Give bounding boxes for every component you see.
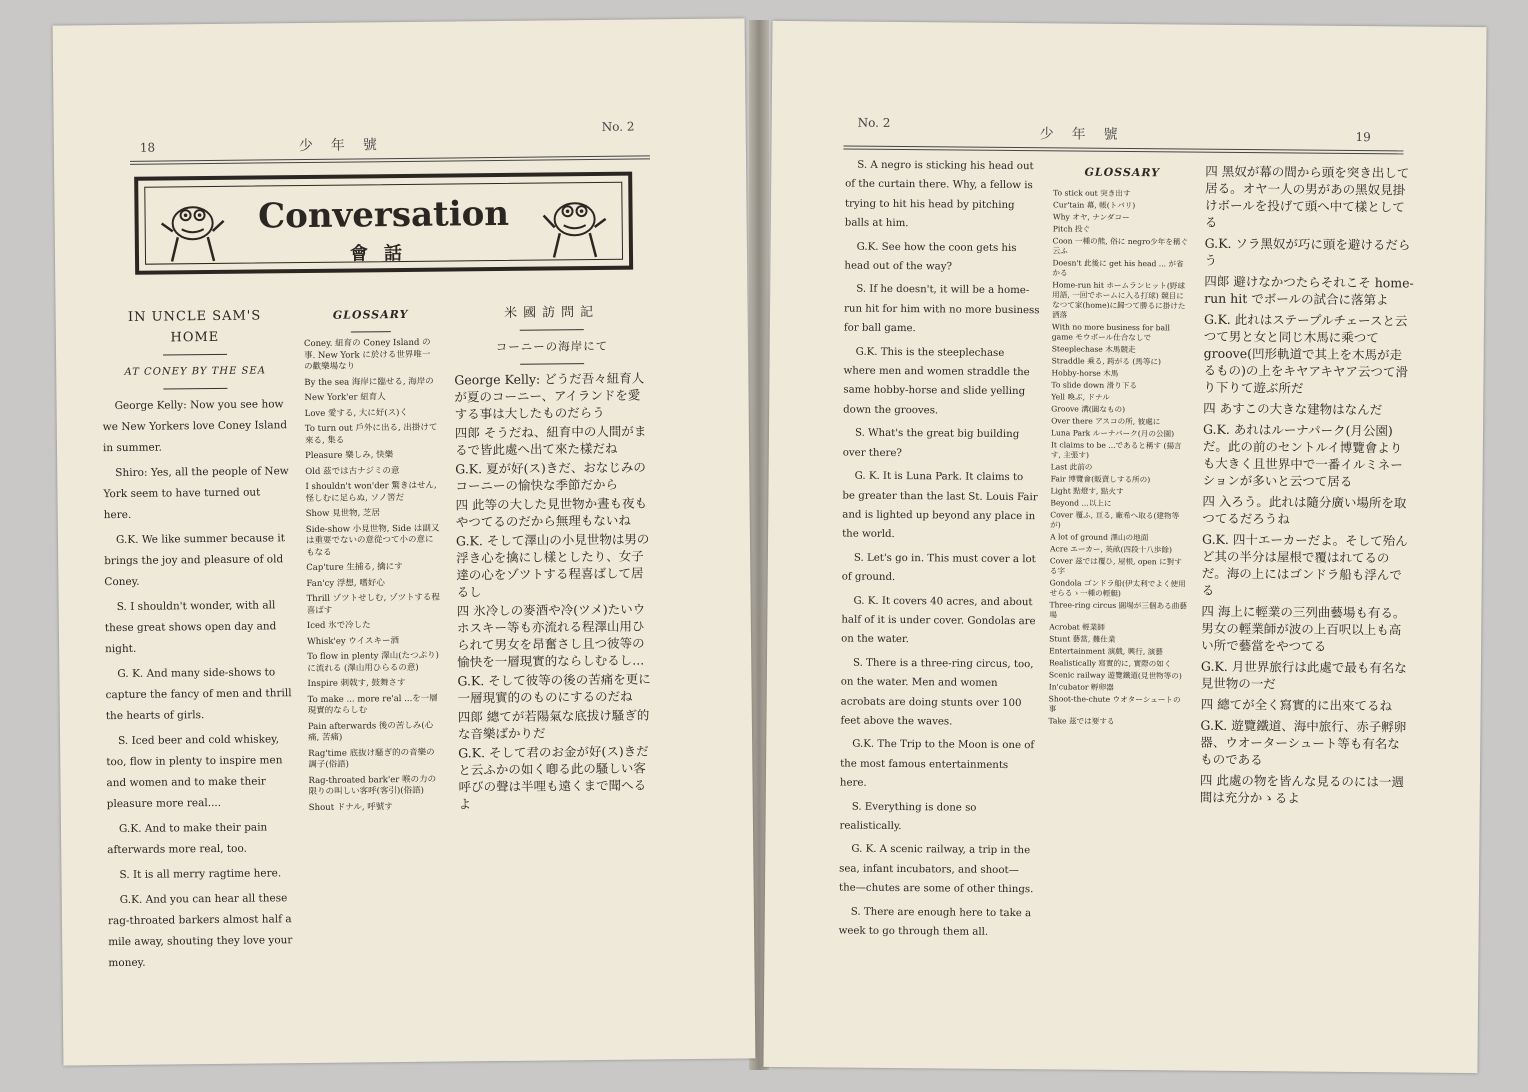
japanese-dialogue xyxy=(454,369,655,812)
dialogue-line: G.K. See how the coon gets his head out of the way? xyxy=(844,241,1017,273)
glossary-entry: Fan'cy 浮想, 嗜好心 xyxy=(306,577,385,589)
glossary-entry: Cover 茲では覆ひ, 屋根, open に對する字 xyxy=(1049,556,1182,576)
glossary-entry: In'cubator 孵卵器 xyxy=(1048,682,1114,692)
glossary-entry: Groove 溝(圓なもの) xyxy=(1051,404,1126,414)
english-column xyxy=(839,156,1042,947)
glossary-list xyxy=(304,338,443,814)
glossary-entry: Luna Park ルーナパーク(月の公園) xyxy=(1050,428,1175,439)
glossary-entry: Stunt 藝當, 難仕業 xyxy=(1049,634,1116,644)
glossary-entry: Straddle 乘る, 跨がる (馬等に) xyxy=(1051,356,1162,367)
glossary-entry: Thrill ゾツトせしむ, ゾツトする程喜ばす xyxy=(306,592,440,616)
page-number: 19 xyxy=(1355,129,1371,145)
heading-rule xyxy=(351,331,391,332)
dialogue-line: 四 黑奴が幕の間から頭を突き出して居る。オヤ一人の男があの黑奴見掛けボールを投げて頭へ中て樣としてる xyxy=(1204,163,1410,230)
glossary-entry: Inspire 刺戟す, 鼓舞さす xyxy=(307,677,406,690)
dialogue-line: S. It is all merry ragtime here. xyxy=(119,867,282,881)
english-subheading: AT CONEY BY THE SEA xyxy=(124,365,266,378)
glossary-entry: Light 點燈す, 點火す xyxy=(1050,486,1124,496)
japanese-subheading: コーニーの海岸にて xyxy=(495,338,609,355)
glossary-entry: Love 愛する, 大に好(ス)く xyxy=(304,407,409,419)
dialogue-line: 四 海上に輕業の三列曲藝場も有る。男女の輕業師が波の上百呎以上も高い所で藝當をやつてる xyxy=(1201,603,1406,654)
glossary-entry: By the sea 海岸に臨せる, 海岸の xyxy=(304,376,434,388)
dialogue-line: S. A negro is sticking his head out of the curtain there. Why, a fellow is trying to hit his head by pitching balls at him. xyxy=(844,159,1034,230)
glossary-entry: Take 茲では要する xyxy=(1048,716,1115,726)
glossary-column xyxy=(304,304,443,818)
dialogue-line: 四郞 そうだね、紐育中の人間がまるで皆此處へ出て來た樣だね xyxy=(454,423,647,458)
issue-number: No. 2 xyxy=(601,119,635,134)
left-page xyxy=(53,18,756,1065)
glossary-entry: To flow in plenty 澤山(たつぷり)に流れる (澤山用ひらるの意) xyxy=(307,650,439,674)
glossary-entry: Rag'time 底抜け騷ぎ的の音樂の調子(俗語) xyxy=(308,747,435,771)
glossary-entry: Gondola ゴンドラ船(伊太利でよく使用せらるゝ一種の輕艇) xyxy=(1049,578,1186,598)
glossary-entry: Yell 喚ぶ, ドナル xyxy=(1051,392,1110,402)
heading-rule xyxy=(520,363,584,365)
glossary-column xyxy=(1048,161,1191,729)
dialogue-line: G.K. The Trip to the Moon is one of the most famous entertainments here. xyxy=(839,739,1035,789)
glossary-entry: Show 見世物, 芝居 xyxy=(305,508,381,520)
dialogue-line: G.K. 遊覽鐵道、海中旅行、赤子孵卵器、ウオーターシュート等も有名なものである xyxy=(1200,717,1407,768)
dialogue-line: S. Iced beer and cold whiskey, too, flow in plenty to inspire men and women and to make their pleasure more real.... xyxy=(106,733,283,811)
japanese-column xyxy=(454,301,655,814)
dialogue-line: 四 總てが全く寫實的に出來てるね xyxy=(1200,696,1393,714)
dialogue-line: G.K. And to make their pain afterwards more real, too. xyxy=(107,821,268,857)
dialogue-line: S. Let's go in. This must cover a lot of ground. xyxy=(841,552,1036,584)
glossary-heading: GLOSSARY xyxy=(332,307,409,322)
dialogue-line: S. What's the great big building over there? xyxy=(842,427,1020,459)
glossary-entry: To make ... more re'al ...を一層現實的ならしむ xyxy=(307,693,438,717)
page-number: 18 xyxy=(139,140,156,155)
glossary-entry: Cap'ture 生捕る, 擒にす xyxy=(306,562,403,574)
glossary-entry: To stick out 突き出す xyxy=(1053,188,1131,199)
glossary-entry: Side-show 小見世物, Side は副又は重要でないの意從つて小の意にもなる xyxy=(305,523,440,558)
glossary-entry: Coney. 紐育の Coney Island の事. New York に於ける世界唯一の歡樂場なり xyxy=(303,337,431,373)
glossary-entry: To slide down 滑り下る xyxy=(1051,380,1138,391)
glossary-entry: Rag-throated bark'er 喉の力の限りの叫しい客呼(客引)(俗語) xyxy=(308,774,437,798)
glossary-entry: Scenic railway 遊覽鐵道(見世物等の) xyxy=(1048,670,1182,681)
dialogue-line: G.K. This is the steeplechase where men and women straddle the same hobby-horse and slide yelling down the grooves. xyxy=(843,346,1030,417)
dialogue-line: S. I shouldn't wonder, with all these great shows open day and night. xyxy=(104,599,277,656)
dialogue-line: G.K. 夏が好(ス)きだ、おなじみのコーニーの愉快な季節だから xyxy=(455,459,646,494)
glossary-entry: Last 此前の xyxy=(1050,462,1093,472)
glossary-entry: Home-run hit ホームランヒット(野球用語, 一回でホームに入る打球) 競目になつて家(home)に歸つて勝るに掛けた洒落 xyxy=(1051,280,1186,320)
glossary-entry: I shouldn't won'der 驚きはせん, 怪しむに足らぬ, ソノ筈だ xyxy=(305,480,437,504)
dialogue-line: G.K. 月世界旅行は此處で最も有名な見世物の一だ xyxy=(1200,658,1407,692)
glossary-entry: Hobby-horse 木馬 xyxy=(1051,368,1119,378)
dialogue-line: G.K. そして君のお金が好(ス)きだと云ふかの如く喞る此の騷しい客呼びの聲は半哩も遠くまで聞へるよ xyxy=(458,743,649,812)
glossary-heading: GLOSSARY xyxy=(1084,165,1161,180)
glossary-entry: With no more business for ball game モウボール仕合なしで xyxy=(1051,322,1170,343)
glossary-entry: A lot of ground 澤山の地面 xyxy=(1050,532,1149,543)
frog-illustration-right xyxy=(539,191,610,262)
dialogue-line: G.K. And you can hear all these rag-throated barkers almost half a mile away, shouting they love your money. xyxy=(107,892,293,970)
glossary-entry: Acrobat 輕業師 xyxy=(1049,622,1105,632)
glossary-entry: Pleasure 樂しみ, 快樂 xyxy=(305,450,394,462)
dialogue-line: G. K. A scenic railway, a trip in the sea, infant incubators, and shoot—the—chutes are some of other things. xyxy=(838,844,1034,896)
header-rule xyxy=(843,146,1403,155)
dialogue-line: S. There is a three-ring circus, too, on the water. Men and women acrobats are doing stunts over 100 feet above the waves. xyxy=(840,657,1034,728)
english-heading: IN UNCLE SAM'S HOME xyxy=(127,308,262,346)
glossary-entry: Old 茲では古ナジミの意 xyxy=(305,465,400,477)
glossary-entry: Three-ring circus 圓場が三個ある曲藝場 xyxy=(1049,600,1188,620)
dialogue-line: 四 此等の大した見世物か晝も夜もやつてるのだから無理もないね xyxy=(455,495,648,530)
glossary-entry: To turn out 戶外に出る, 出掛けて來る, 集る xyxy=(304,422,438,446)
header-rule xyxy=(130,155,650,164)
heading-rule xyxy=(163,388,227,390)
dialogue-line: 四 此處の物を皆んな見るのには一週間は充分かゝるよ xyxy=(1199,772,1405,806)
dialogue-line: S. Everything is done so realistically. xyxy=(839,801,977,833)
glossary-entry: Shout ドナル, 呼號す xyxy=(308,801,393,813)
banner-subtitle: 會話 xyxy=(349,242,419,265)
dialogue-line: S. There are enough here to take a week to go through them all. xyxy=(838,906,1032,938)
glossary-entry: Coon 一種の熊, 俗に negro少年を稱ぐ云ふ xyxy=(1052,236,1189,256)
conversation-banner xyxy=(134,172,633,275)
heading-rule xyxy=(163,354,227,356)
dialogue-line: George Kelly: Now you see how we New Yorkers love Coney Island in summer. xyxy=(102,398,288,455)
dialogue-line: G.K. 此れはステープルチェースと云つて男と女と同じ木馬に乘つて groove(凹形軌道で其上を木馬が走るもの)の上をキヤアキヤア云つて滑り下りて遊ぶ所だ xyxy=(1203,311,1408,396)
dialogue-line: 四 入ろう。此れは隨分廣い場所を取つてるだろうね xyxy=(1202,493,1407,527)
glossary-entry: Whisk'ey ウイスキー酒 xyxy=(306,635,400,647)
glossary-entry: Pitch 投ぐ xyxy=(1052,224,1091,234)
dialogue-line: 四郞 避けなかつたらそれこそ home-run hit でボールの試合に落第よ xyxy=(1204,273,1414,308)
dialogue-line: G. K. And many side-shows to capture the fancy of men and thrill the hearts of girls. xyxy=(105,666,292,723)
glossary-entry: New York'er 紐育人 xyxy=(304,392,386,404)
dialogue-line: 四 氷冷しの麥酒や冷(ツメ)たいウホスキー等も亦流れる程澤山用ひられて男女を昂奮さし且つ彼等の愉快を一層現實的ならしむるし... xyxy=(456,601,646,670)
issue-number: No. 2 xyxy=(857,115,891,130)
dialogue-line: Shiro: Yes, all the people of New York seem to have turned out here. xyxy=(103,465,289,522)
glossary-entry: Steeplechase 木馬競走 xyxy=(1051,344,1136,355)
japanese-column xyxy=(1200,163,1416,812)
magazine-title: 少 年 號 xyxy=(1039,126,1120,143)
glossary-entry: Iced 氷で冷した xyxy=(306,620,371,632)
japanese-heading: 米國訪問記 xyxy=(504,304,600,321)
glossary-entry: Shoot-the-chute ウオターシュートの事 xyxy=(1048,694,1181,714)
dialogue-line: G.K. そして彼等の後の苦痛を更に一層現實的のものにするのだね xyxy=(457,671,651,706)
japanese-dialogue xyxy=(1200,163,1416,808)
heading-rule xyxy=(520,329,584,331)
glossary-entry: Pain afterwards 後の苦しみ(心痛, 苦痛) xyxy=(307,720,434,744)
banner-title: Conversation xyxy=(257,193,510,237)
magazine-title: 少 年 號 xyxy=(298,137,379,155)
english-column xyxy=(102,305,295,978)
dialogue-line: G.K. We like summer because it brings the joy and pleasure of old Coney. xyxy=(104,532,286,589)
dialogue-line: G.K. ソラ黑奴が巧に頭を避けるだらう xyxy=(1204,235,1411,268)
glossary-entry: Acre エーカー, 英畝(四段十八歩餘) xyxy=(1049,544,1173,555)
right-page xyxy=(763,21,1486,1073)
glossary-entry: Cover 覆ふ, 亘る, 廠希へ取る(建物等が) xyxy=(1050,510,1180,530)
glossary-entry: Beyond ...以上に xyxy=(1050,498,1112,508)
dialogue-line: G.K. あれはルーナパーク(月公園)だ。此の前のセントルイ博覽會よりも大きく且世界中で一番イルミネーションが多いと云つて居る xyxy=(1202,421,1403,489)
dialogue-line: G.K. 四十エーカーだよ。そして殆んど其の半分は屋根で覆はれてるのだ。海の上にはゴンドラ船も浮んでる xyxy=(1201,531,1408,598)
dialogue-line: G. K. It is Luna Park. It claims to be greater than the last St. Louis Fair and is lighted up beyond any place in the world. xyxy=(842,470,1038,541)
glossary-list xyxy=(1048,188,1191,727)
glossary-entry: Entertainment 演戲, 興行, 演藝 xyxy=(1049,646,1163,657)
dialogue-line: 四郞 總てが若陽氣な底拔け騷ぎ的な音樂ばかりだ xyxy=(457,707,650,742)
glossary-entry: Fair 博覽會(販賣しする所の) xyxy=(1050,474,1151,485)
glossary-entry: Cur'tain 幕, 帳(トバリ) xyxy=(1052,200,1136,211)
dialogue-line: 四 あすこの大きな建物はなんだ xyxy=(1203,400,1383,418)
dialogue-line: S. If he doesn't, it will be a home-run hit for him with no more business for ball game. xyxy=(843,284,1040,335)
glossary-entry: It claims to be ...であると稱す (揚言す, 主張す) xyxy=(1050,440,1182,460)
glossary-entry: Realistically 寫實的に, 實際の如く xyxy=(1048,658,1172,669)
dialogue-line: George Kelly: どうだ吾々紐育人が夏のコーニー、アイランドを愛する事は大したものだらう xyxy=(454,370,645,422)
glossary-entry: Over there アスコの所, 彼處に xyxy=(1051,416,1161,427)
dialogue-line: G. K. It covers 40 acres, and about half of it is under cover. Gondolas are on the water. xyxy=(841,595,1036,646)
glossary-entry: Why オヤ, ナンダコー xyxy=(1052,212,1130,223)
glossary-entry: Doesn't 此後に get his head ... が省かる xyxy=(1052,258,1184,278)
dialogue-line: G.K. そして澤山の小見世物は男の浮き心を擒にし樣としたり、女子達の心をゾツトする程喜ばして居るし xyxy=(455,531,650,600)
